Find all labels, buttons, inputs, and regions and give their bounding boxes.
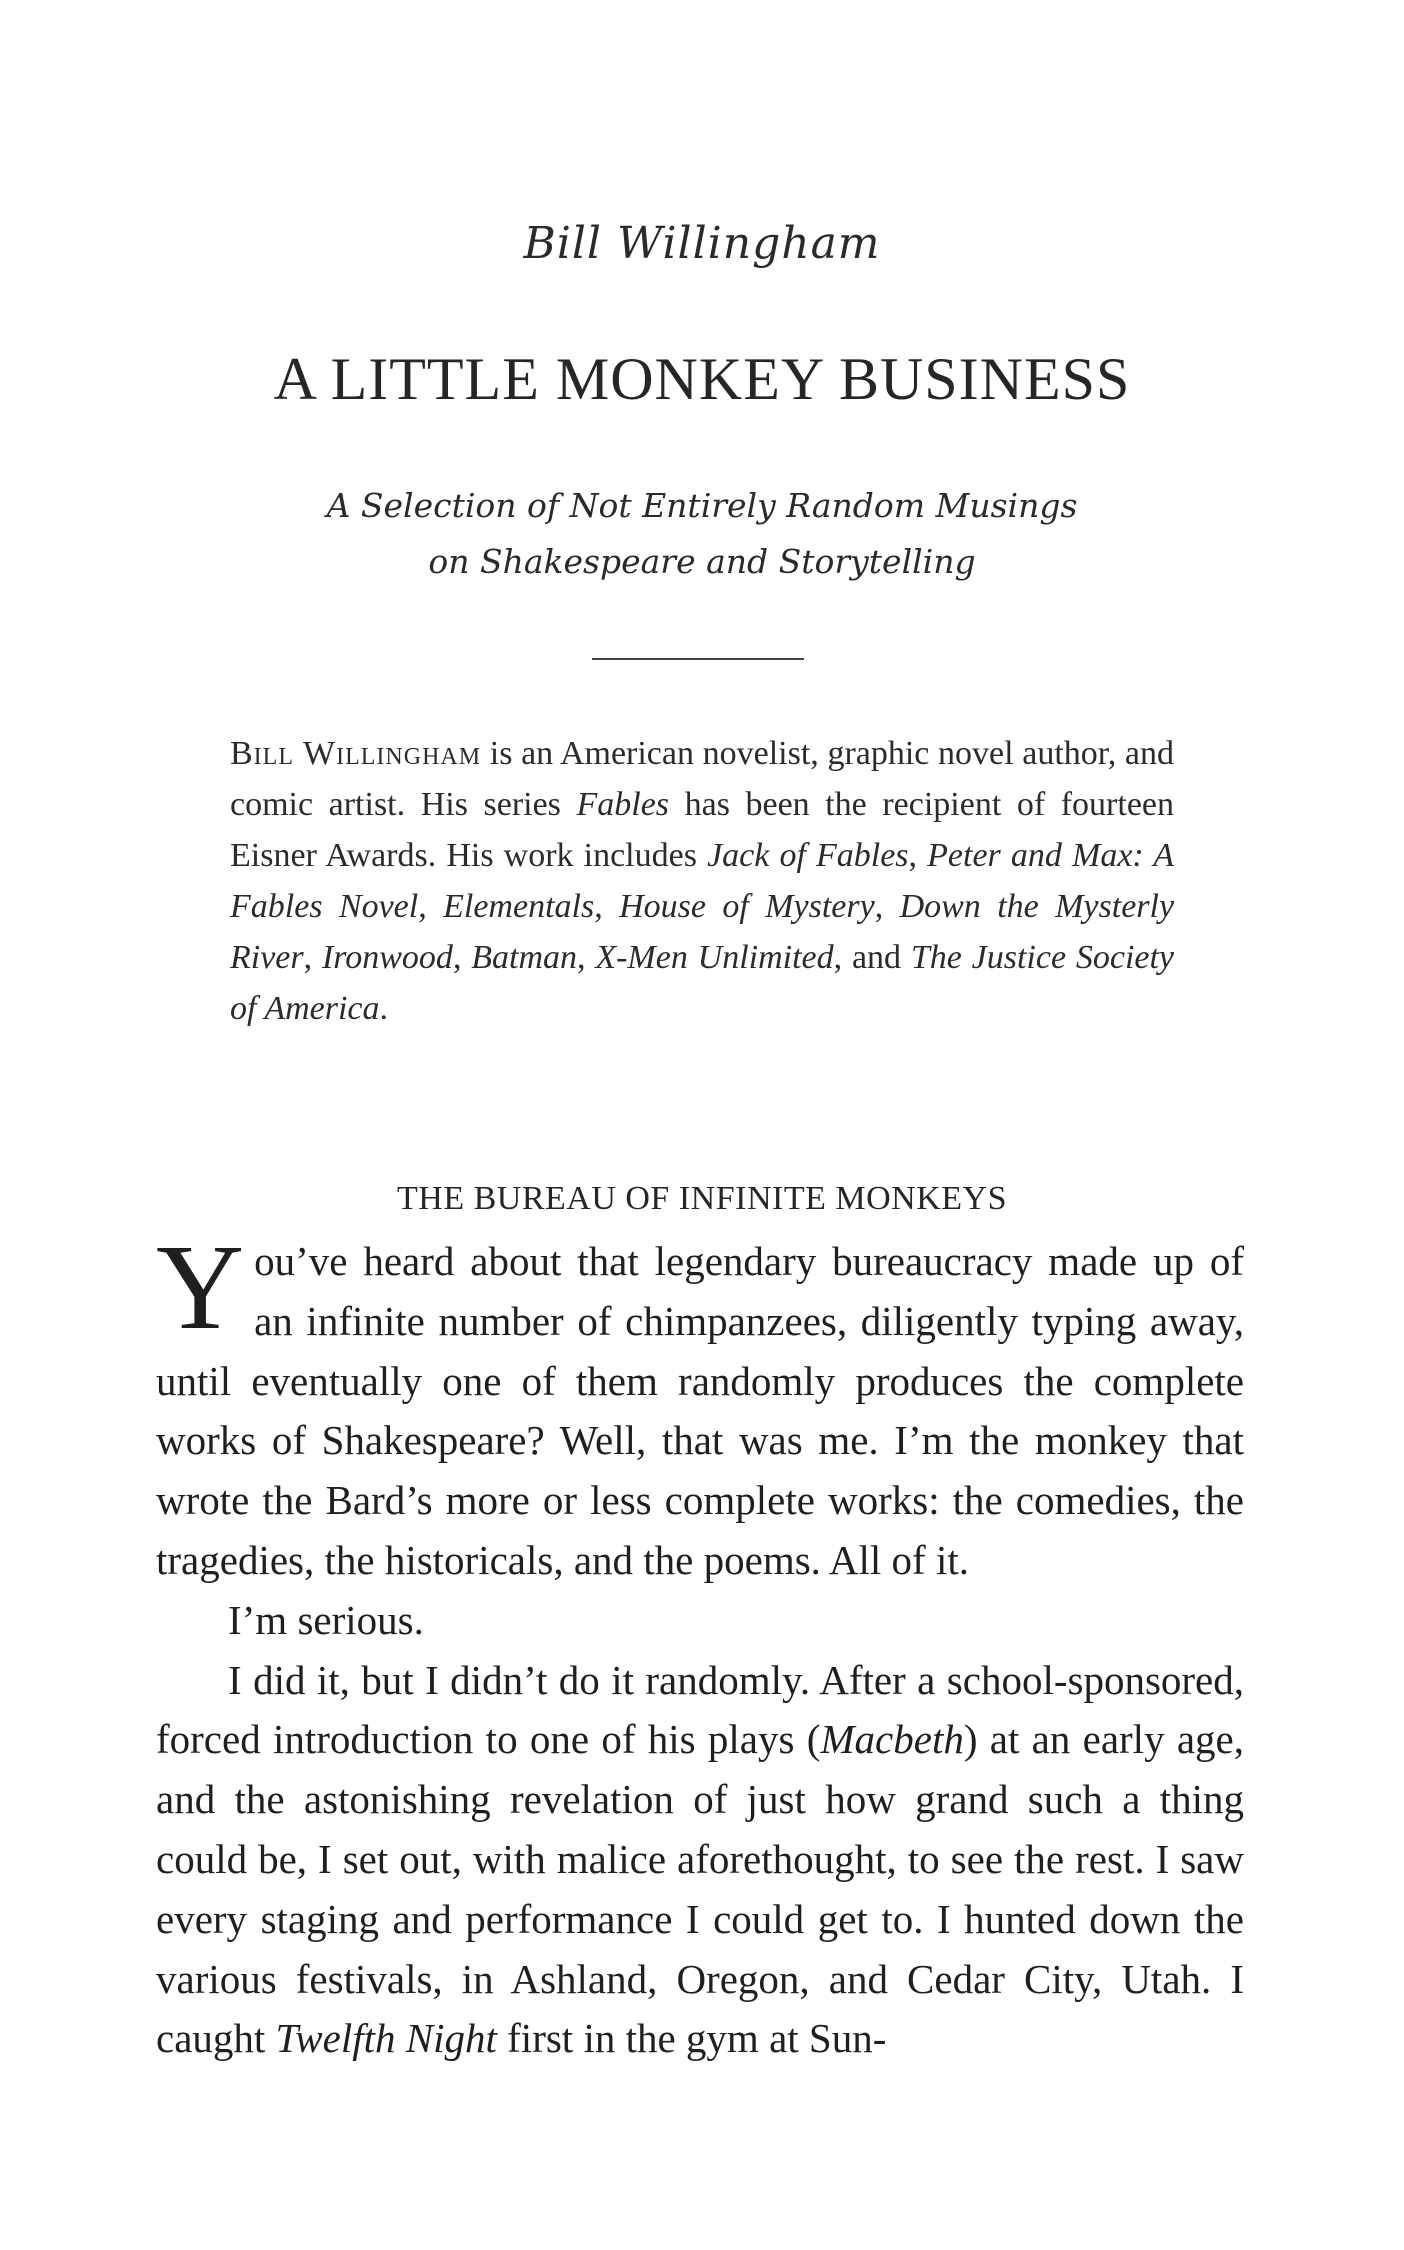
bio-work: Elementals — [443, 888, 595, 925]
subtitle-line-1: A Selection of Not Entirely Random Musings — [326, 486, 1078, 525]
body-text — [156, 1220, 1244, 2069]
bio-work: Peter and Max: A Fables Novel — [230, 837, 1174, 925]
paragraph: I did it, but I didn’t do it randomly. After a school-sponsored, forced introduction to one of his plays (Macbeth) at an early age, and the astonishing revelation of just how grand such a thing could be, I set out, with malice aforethought, to see the rest. I saw every staging and performance I could get to. I hunted down the various festivals, in Ashland, Oregon, and Cedar City, Utah. I caught Twelfth Night first in the gym at Sun- — [156, 1656, 1244, 2062]
essay-subtitle — [0, 478, 1404, 590]
divider-rule — [592, 658, 804, 660]
bio-work: X-Men Unlimited — [595, 939, 834, 976]
section-heading: THE BUREAU OF INFINITE MONKEYS — [397, 1180, 1007, 1217]
subtitle-line-2: on Shakespeare and Storytelling — [428, 542, 976, 581]
bio-work: Jack of Fables — [707, 837, 909, 874]
bio-work: The Justice Society of America — [230, 939, 1175, 1027]
bio-text: is an American novelist, graphic novel author, and comic artist. His series — [230, 735, 1174, 823]
bio-title-fables: Fables — [576, 786, 670, 823]
drop-cap: Y — [156, 1220, 245, 1355]
bio-work: Batman — [471, 939, 578, 976]
author-bio: Bill Willingham is an American novelist, graphic novel author, and comic artist. His series Fables has been the recipient of fourteen Eisner Awards. His work includes Jack of Fables, Peter and Max: A Fables Novel, Elementals, House of Mystery, Down the Mysterly River, Ironwood, Batman, X-Men Unlimited, and The Justice Society of America. — [230, 735, 1175, 1027]
bio-work: Down the Mysterly River — [230, 888, 1175, 976]
paragraph: I’m serious. — [228, 1596, 424, 1643]
paragraph: You’ve heard about that legendary bureaucracy made up of an infinite number of chimpanzees, diligently typing away, until eventually one of them randomly produces the complete works of Shakespeare? Well, that was me. I’m the monkey that wrote the Bard’s more or less complete works: the comedies, the tragedies, the historicals, and the poems. All of it. — [156, 1220, 1244, 1583]
play-title-twelfth-night: Twelfth Night — [275, 2015, 497, 2062]
play-title-macbeth: Macbeth — [820, 1716, 964, 1763]
bio-author-name: Bill Willingham — [230, 735, 482, 772]
bio-work: Ironwood — [321, 939, 453, 976]
bio-text: has been the recipient of fourteen Eisner Awards. His work includes — [230, 786, 1175, 874]
essay-title: A LITTLE MONKEY BUSINESS — [273, 346, 1131, 412]
author-name: Bill Willingham — [523, 218, 881, 269]
bio-work: House of Mystery — [619, 888, 875, 925]
